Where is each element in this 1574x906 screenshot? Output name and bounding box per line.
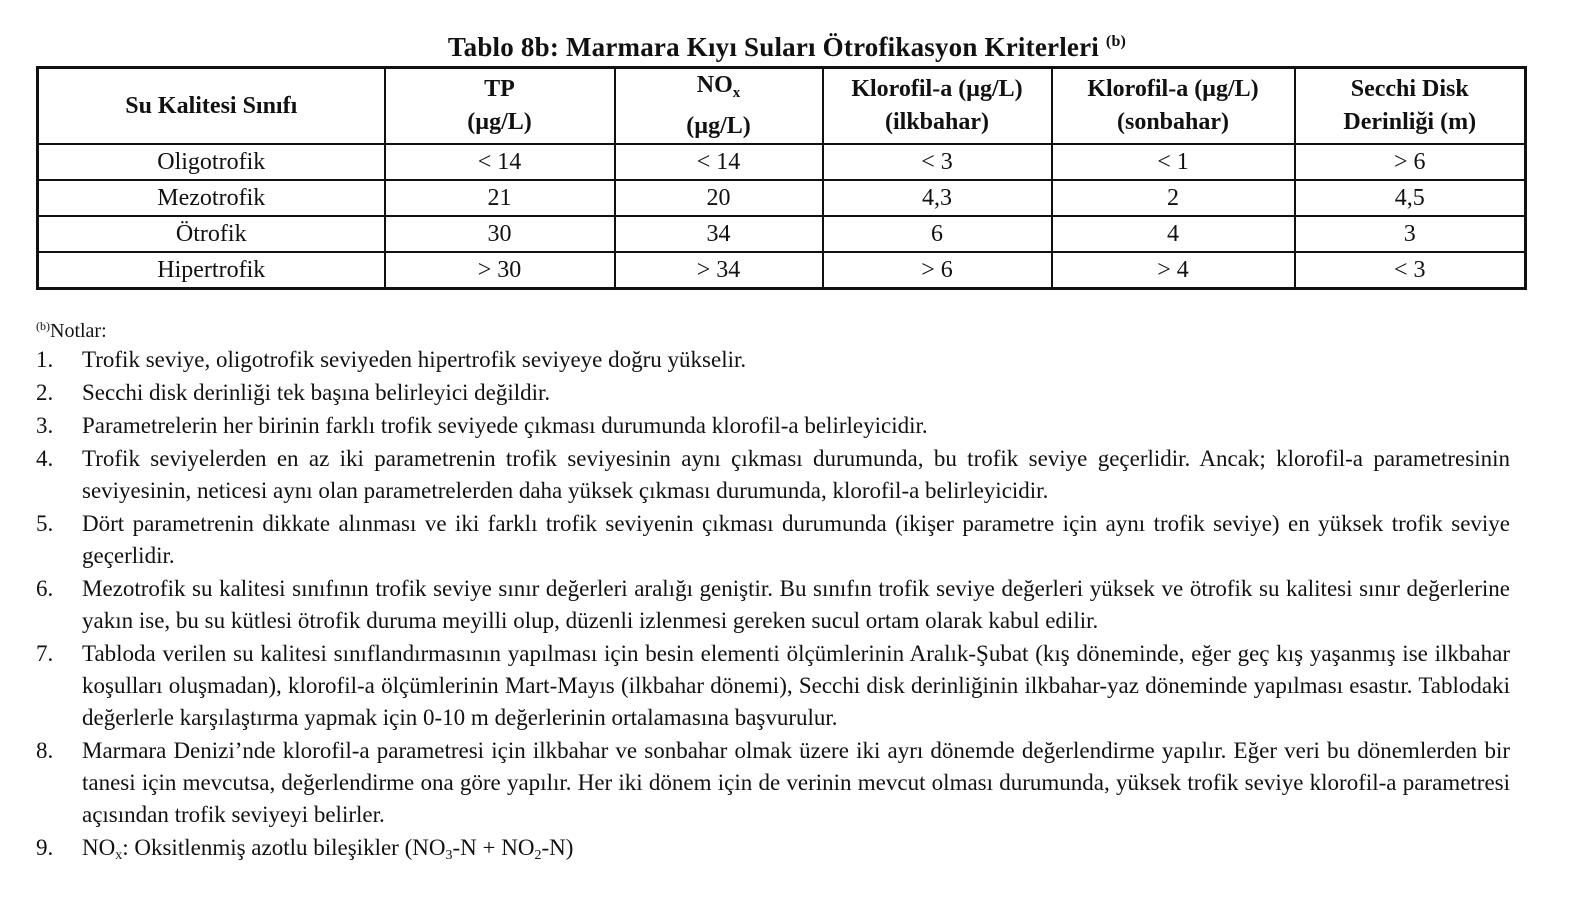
note9-part3: -N + NO: [452, 835, 535, 860]
note-number: 8.: [36, 738, 54, 763]
table-cell-chlorophyll-autumn: 2: [1052, 180, 1295, 216]
note9-sub-x: x: [115, 848, 123, 863]
header-chlorophyll-spring: [823, 68, 1052, 145]
note-item: [36, 377, 1510, 409]
note-number: 4.: [36, 446, 54, 471]
table-cell-chlorophyll-spring: 4,3: [823, 180, 1052, 216]
note9-sub-3: 3: [445, 848, 453, 863]
header-nox-name: NO: [696, 72, 733, 98]
table-cell-nox: 34: [615, 216, 823, 252]
table-row-eutrophic: [38, 216, 1526, 252]
table-cell-chlorophyll-autumn: < 1: [1052, 144, 1295, 180]
header-nox: [615, 68, 823, 145]
note-item: [36, 508, 1510, 572]
header-tp-unit: (µg/L): [467, 109, 532, 135]
note-number: 6.: [36, 576, 54, 601]
table-cell-secchi: < 3: [1295, 252, 1526, 289]
note-text: Parametrelerin her birinin farklı trofik seviyede çıkması durumunda klorofil-a belirleyicidir.: [82, 413, 928, 438]
note-text: Trofik seviyelerden en az iki parametrenin trofik seviyesinin aynı çıkması durumunda, bu trofik seviye geçerlidir. Ancak; klorofil-a parametresinin seviyesinin, neticesi aynı olan parametrelerden daha yüksek çıkması durumunda, klorofil-a belirleyicidir.: [82, 446, 1510, 503]
header-tp-name: TP: [484, 76, 515, 102]
note-item: [36, 638, 1510, 734]
note-text: Mezotrofik su kalitesi sınıfının trofik seviye sınır değerleri aralığı geniştir. Bu sınıfın trofik seviye değerleri yüksek ve ötrofik su kalitesi sınır değerlerine yakın ise, bu su kütlesi ötrofik duruma meyilli olup, düzenli izlenmesi gereken sucul ortam olarak kabul edilir.: [82, 576, 1510, 633]
header-chlorophyll-spring-name: Klorofil-a (µg/L): [851, 76, 1023, 102]
table-cell-class: Ötrofik: [38, 216, 385, 252]
table-cell-chlorophyll-autumn: > 4: [1052, 252, 1295, 289]
table-cell-secchi: 3: [1295, 216, 1526, 252]
table-row-oligotrophic: [38, 144, 1526, 180]
table-cell-tp: 30: [385, 216, 615, 252]
table-cell-nox: 20: [615, 180, 823, 216]
header-secchi-unit: Derinliği (m): [1343, 109, 1477, 135]
table-row-hypertrophic: [38, 252, 1526, 289]
table-cell-class: Oligotrofik: [38, 144, 385, 180]
table-cell-class: Hipertrofik: [38, 252, 385, 289]
note-number: 5.: [36, 511, 54, 536]
note-text: [82, 835, 574, 863]
note-text: Marmara Denizi’nde klorofil-a parametresi için ilkbahar ve sonbahar olmak üzere iki ayrı dönemde değerlendirme yapılır. Eğer veri bu dönemlerden bir tanesi için mevcutsa, değerlendirme ona göre yapılır. Her iki dönem için de verinin mevcut olması durumunda, yüksek trofik seviye klorofil-a parametresi açısından trofik seviyeyi belirler.: [82, 738, 1510, 827]
table-cell-chlorophyll-spring: > 6: [823, 252, 1052, 289]
note-number: 9.: [36, 835, 54, 860]
eutrophication-criteria-table: [36, 66, 1527, 290]
table-cell-tp: < 14: [385, 144, 615, 180]
note-number: 7.: [36, 641, 54, 666]
notes-list: [36, 344, 1510, 873]
note-number: 3.: [36, 413, 54, 438]
note-item: [36, 832, 1510, 872]
header-chlorophyll-autumn-name: Klorofil-a (µg/L): [1087, 76, 1259, 102]
note-number: 1.: [36, 347, 54, 372]
table-cell-tp: > 30: [385, 252, 615, 289]
note-text: Trofik seviye, oligotrofik seviyeden hipertrofik seviyeye doğru yükselir.: [82, 347, 747, 372]
header-nox-unit: (µg/L): [686, 113, 751, 139]
table-cell-class: Mezotrofik: [38, 180, 385, 216]
table-cell-nox: < 14: [615, 144, 823, 180]
table-cell-tp: 21: [385, 180, 615, 216]
table-cell-chlorophyll-spring: 6: [823, 216, 1052, 252]
note-text: Dört parametrenin dikkate alınması ve iki farklı trofik seviyenin çıkması durumunda (ikişer parametre için aynı trofik seviye) en yüksek trofik seviye geçerlidir.: [82, 511, 1510, 568]
table-cell-chlorophyll-spring: < 3: [823, 144, 1052, 180]
table-cell-secchi: > 6: [1295, 144, 1526, 180]
table-title-text: Tablo 8b: Marmara Kıyı Suları Ötrofikasyon Kriterleri: [447, 32, 1099, 62]
header-chlorophyll-autumn-season: (sonbahar): [1116, 109, 1230, 135]
table-header-row: [38, 68, 1526, 145]
header-chlorophyll-spring-season: (ilkbahar): [884, 109, 989, 135]
note-item: [36, 443, 1510, 507]
header-tp: [385, 68, 615, 145]
note9-part2: : Oksitlenmiş azotlu bileşikler (NO: [122, 835, 446, 860]
table-title-footnote-mark: (b): [1105, 33, 1127, 50]
note-item: [36, 573, 1510, 637]
header-nox-subscript: x: [732, 85, 741, 101]
header-chlorophyll-autumn: [1052, 68, 1295, 145]
note9-sub-2: 2: [534, 848, 542, 863]
table-cell-secchi: 4,5: [1295, 180, 1526, 216]
notes-footnote-mark: (b): [36, 319, 50, 333]
table-title: [0, 26, 1574, 63]
note-number: 2.: [36, 380, 54, 405]
notes-heading-text: Notlar:: [50, 320, 107, 342]
note9-part4: -N): [541, 835, 574, 860]
header-class: Su Kalitesi Sınıfı: [38, 68, 385, 145]
note-item: [36, 735, 1510, 831]
table-cell-nox: > 34: [615, 252, 823, 289]
note9-part1: NO: [82, 835, 116, 860]
note-text: Secchi disk derinliği tek başına belirleyici değildir.: [82, 380, 551, 405]
note-text: Tabloda verilen su kalitesi sınıflandırmasının yapılması için besin elementi ölçümlerinin Aralık-Şubat (kış döneminde, eğer geç kış yaşanmış ise ilkbahar koşulları oluşmadan), klorofil-a ölçümlerinin Mart-Mayıs (ilkbahar dönemi), Secchi disk derinliğinin ilkbahar-yaz döneminde yapılması esastır. Tablodaki değerlerle karşılaştırma yapmak için 0-10 m değerlerinin ortalamasına başvurulur.: [82, 641, 1510, 730]
table-cell-chlorophyll-autumn: 4: [1052, 216, 1295, 252]
header-secchi: [1295, 68, 1526, 145]
note-item: [36, 344, 1510, 376]
notes-heading: [36, 314, 107, 343]
header-secchi-name: Secchi Disk: [1350, 76, 1469, 102]
note-item: [36, 410, 1510, 442]
table-row-mesotrophic: [38, 180, 1526, 216]
